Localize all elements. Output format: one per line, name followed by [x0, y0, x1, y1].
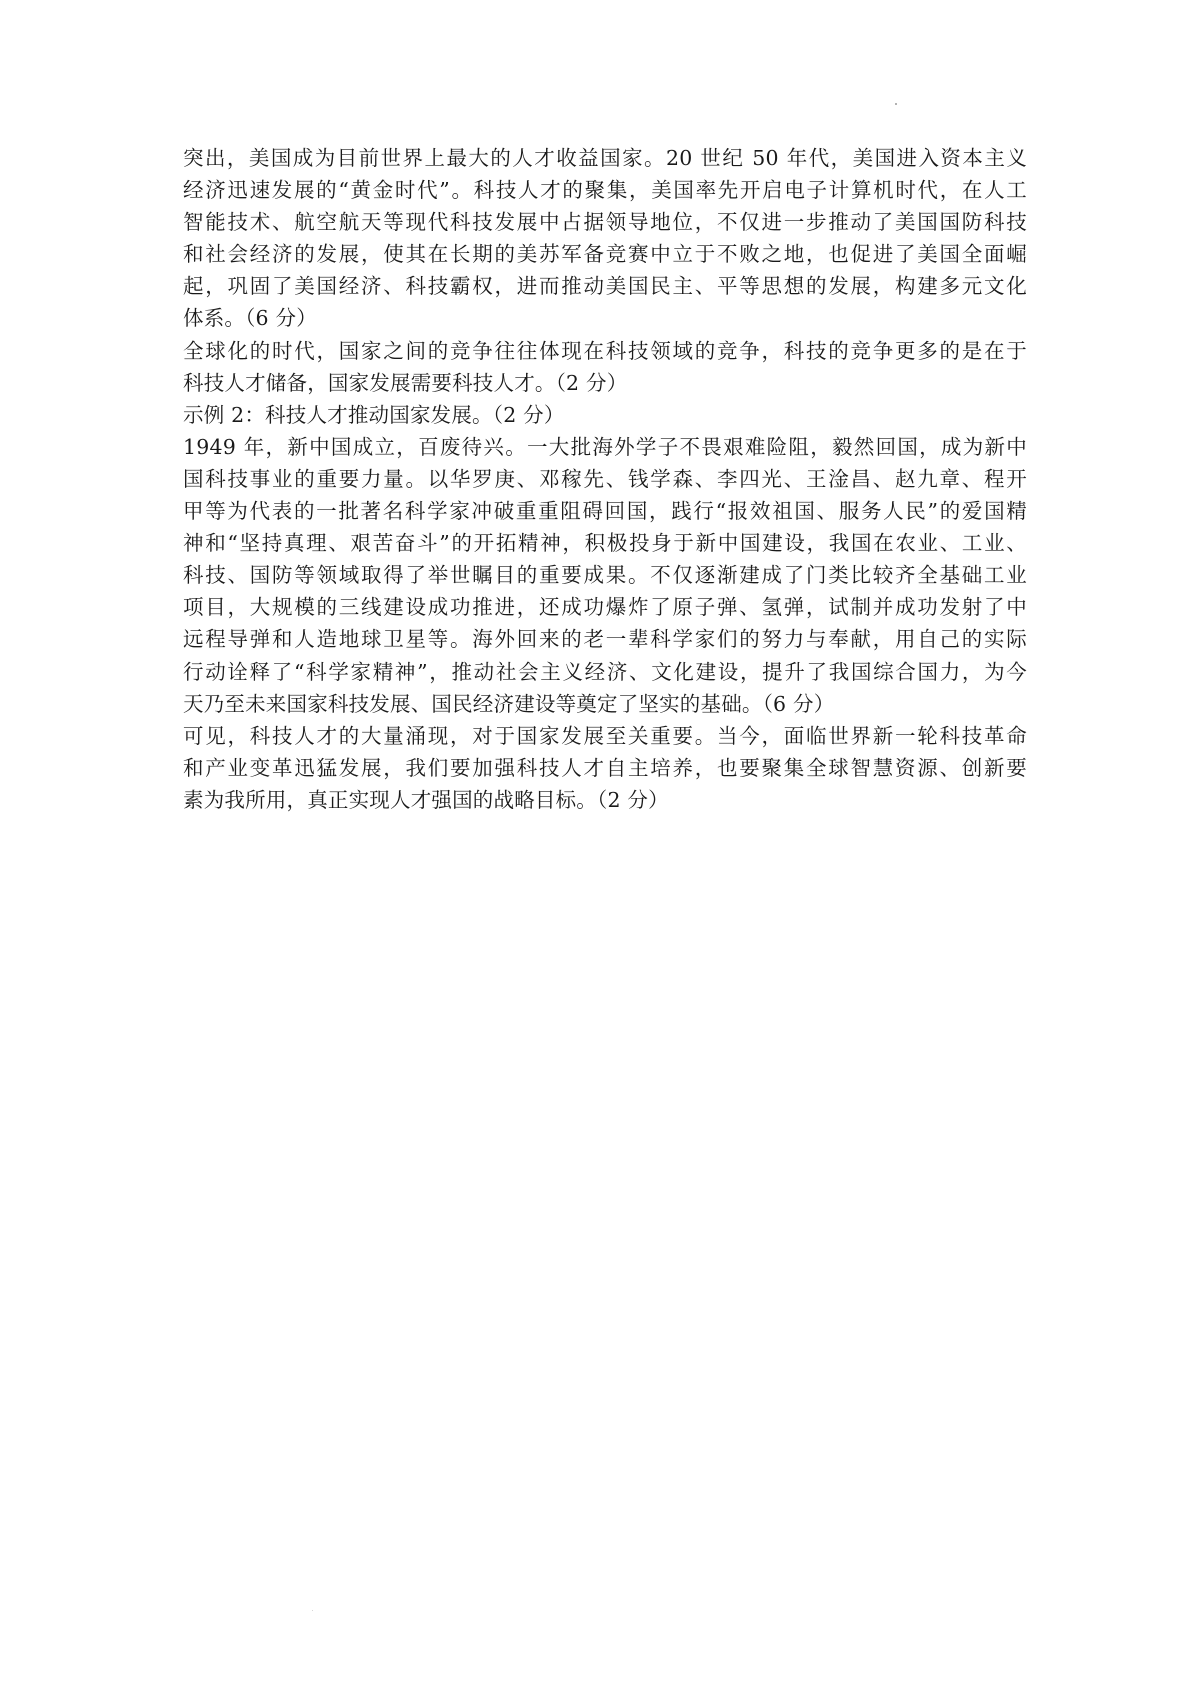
text-line: 智能技术、航空航天等现代科技发展中占据领导地位，不仅进一步推动了美国国防科技 [183, 210, 1027, 235]
text-line: 起，巩固了美国经济、科技霸权，进而推动美国民主、平等思想的发展，构建多元文化 [183, 274, 1027, 299]
text-line: 神和“坚持真理、艰苦奋斗”的开拓精神，积极投身于新中国建设，我国在农业、工业、 [183, 531, 1027, 556]
text-line: 国科技事业的重要力量。以华罗庚、邓稼先、钱学森、李四光、王淦昌、赵九章、程开 [183, 466, 1027, 491]
text-line: 可见，科技人才的大量涌现，对于国家发展至关重要。当今，面临世界新一轮科技革命 [183, 723, 1027, 748]
scan-speck [312, 1610, 313, 1611]
text-line: 突出，美国成为目前世界上最大的人才收益国家。20 世纪 50 年代，美国进入资本主义 [183, 146, 1027, 170]
text-line: 和产业变革迅猛发展，我们要加强科技人才自主培养，也要聚集全球智慧资源、创新要 [183, 755, 1027, 780]
text-line: 行动诠释了“科学家精神”，推动社会主义经济、文化建设，提升了我国综合国力，为今 [183, 659, 1027, 684]
scan-speck [895, 103, 897, 105]
text-line: 经济迅速发展的“黄金时代”。科技人才的聚集，美国率先开启电子计算机时代，在人工 [183, 178, 1027, 203]
text-line: 全球化的时代，国家之间的竞争往往体现在科技领域的竞争，科技的竞争更多的是在于 [183, 338, 1027, 363]
paragraph-end-line: 体系。（6 分） [183, 306, 317, 331]
answer-text-block [183, 142, 1027, 816]
paragraph-end-line: 天乃至未来国家科技发展、国民经济建设等奠定了坚实的基础。（6 分） [183, 691, 835, 716]
text-line: 项目，大规模的三线建设成功推进，还成功爆炸了原子弹、氢弹，试制并成功发射了中 [183, 595, 1027, 620]
text-line: 远程导弹和人造地球卫星等。海外回来的老一辈科学家们的努力与奉献，用自己的实际 [183, 627, 1027, 652]
text-line: 科技、国防等领域取得了举世瞩目的重要成果。不仅逐渐建成了门类比较齐全基础工业 [183, 563, 1027, 588]
text-line: 1949 年，新中国成立，百废待兴。一大批海外学子不畏艰难险阻，毅然回国，成为新中 [183, 434, 1027, 459]
example-heading: 示例 2：科技人才推动国家发展。（2 分） [183, 402, 565, 427]
paragraph-end-line: 素为我所用，真正实现人才强国的战略目标。（2 分） [183, 787, 669, 812]
text-line: 和社会经济的发展，使其在长期的美苏军备竞赛中立于不败之地，也促进了美国全面崛 [183, 242, 1027, 267]
text-line: 甲等为代表的一批著名科学家冲破重重阻碍回国，践行“报效祖国、服务人民”的爱国精 [183, 499, 1027, 524]
paragraph-end-line: 科技人才储备，国家发展需要科技人才。（2 分） [183, 370, 628, 395]
